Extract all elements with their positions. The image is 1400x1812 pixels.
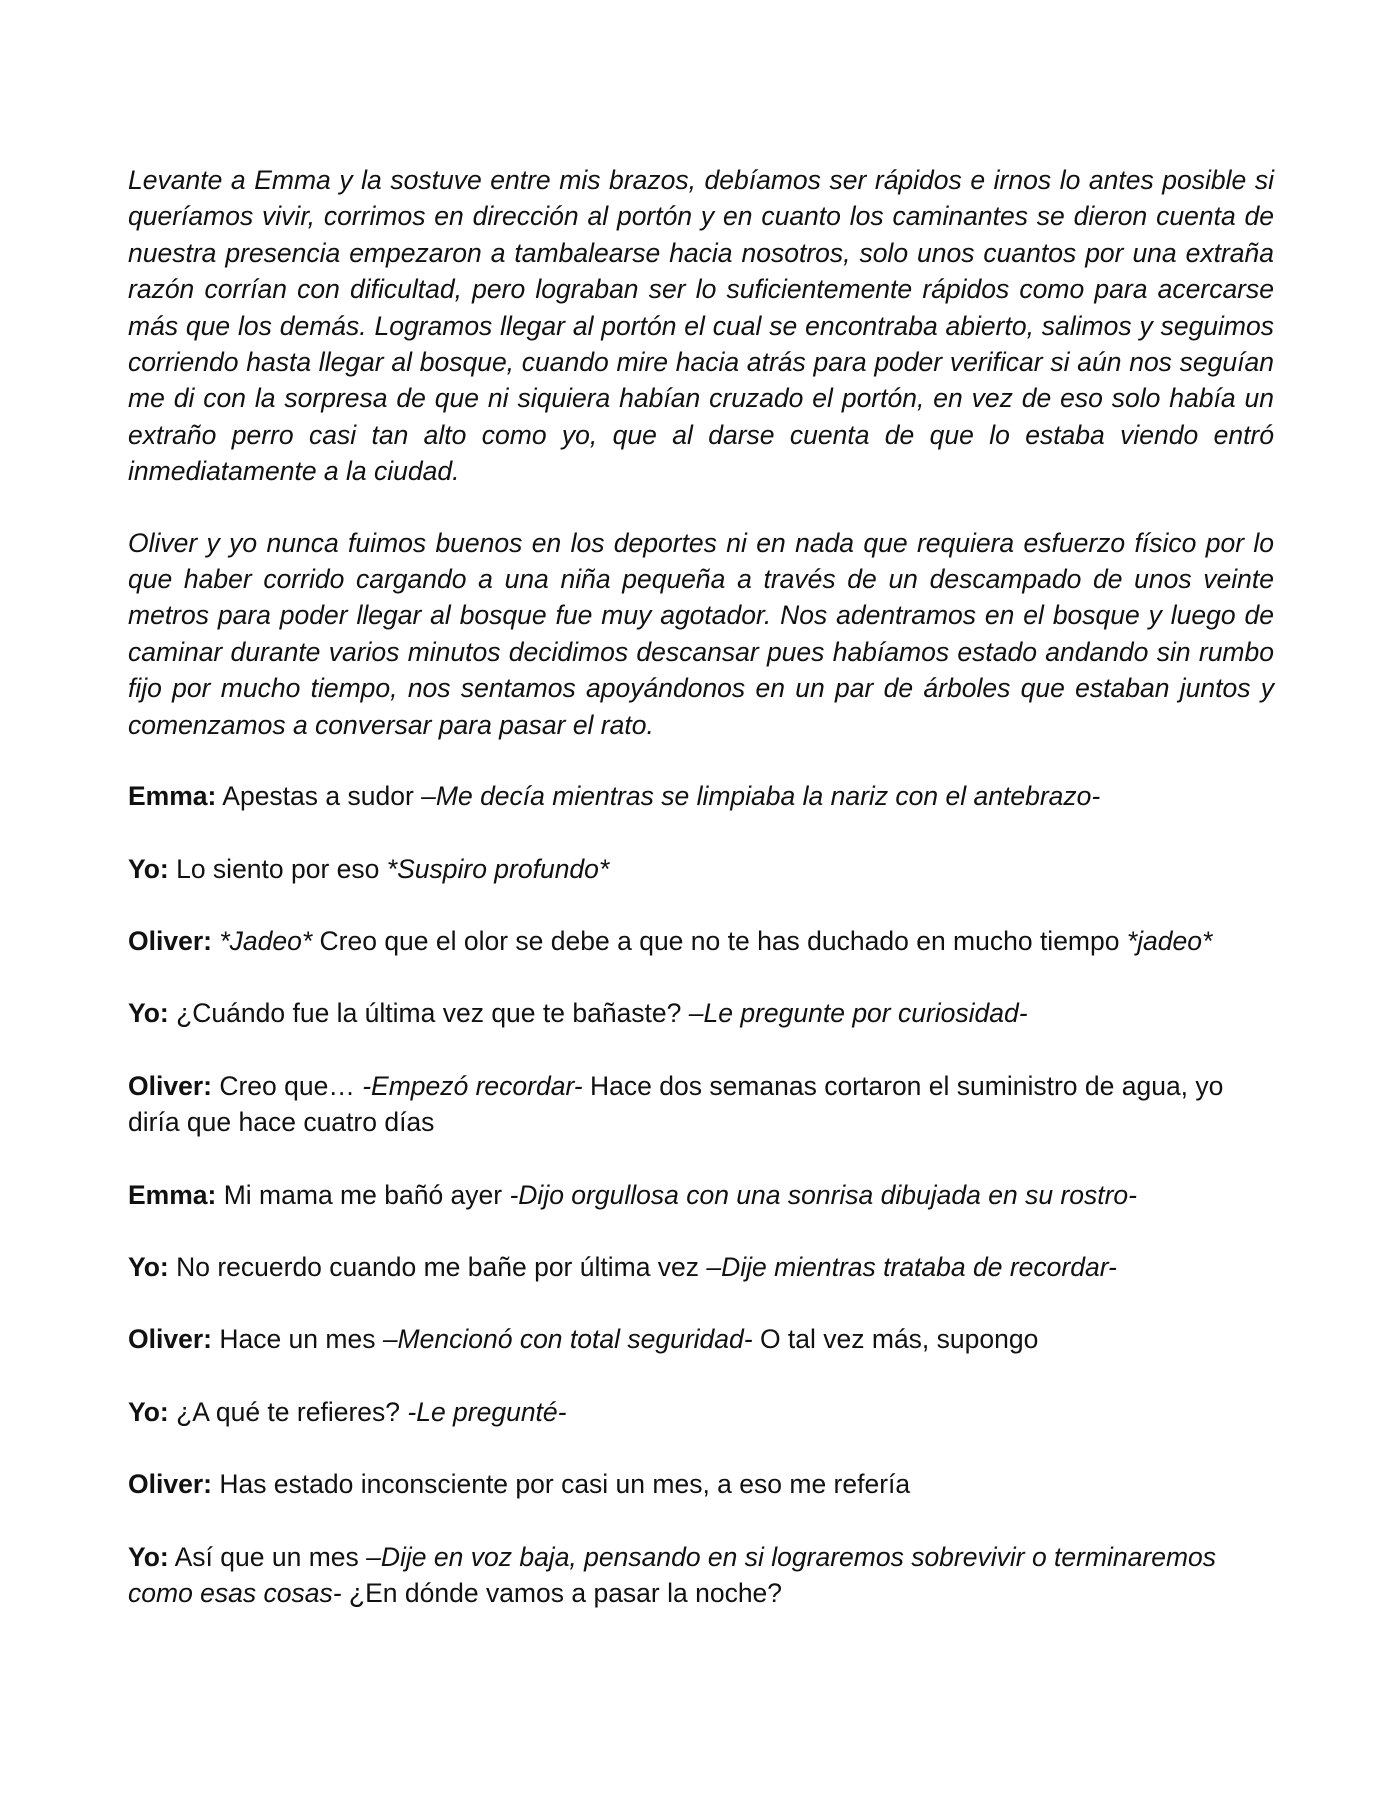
stage-direction: –Mencionó con total seguridad- (382, 1324, 753, 1355)
stage-direction: –Le pregunte por curiosidad- (688, 998, 1028, 1029)
speaker-label: Yo: (128, 998, 169, 1029)
dialogue-line (128, 1539, 1274, 1612)
dialogue-line (128, 1177, 1274, 1213)
dialogue-line (128, 1321, 1274, 1357)
narrative-paragraph: Oliver y yo nunca fuimos buenos en los deportes ni en nada que requiera esfuerzo físico por lo que haber corrido cargando a una niña pequeña a través de un descampado de unos veinte metros para poder llegar al bosque fue muy agotador. Nos adentramos en el bosque y luego de caminar durante varios minutos decidimos descansar pues habíamos estado andando sin rumbo fijo por mucho tiempo, nos sentamos apoyándonos en un par de árboles que estaban juntos y comenzamos a conversar para pasar el rato. (128, 527, 1274, 740)
speaker-label: Oliver: (128, 1324, 212, 1355)
speaker-label: Emma: (128, 1179, 217, 1210)
spoken-text: Has estado inconsciente por casi un mes, a eso me refería (211, 1469, 911, 1500)
stage-direction: -Empezó recordar- (362, 1070, 583, 1101)
spoken-text: ¿En dónde vamos a pasar la noche? (341, 1577, 783, 1608)
spoken-text: Apestas a sudor (216, 781, 422, 812)
dialogue-section (128, 778, 1274, 1611)
spoken-text: Lo siento por eso (168, 853, 387, 884)
dialogue-line (128, 851, 1274, 887)
spoken-text: Creo que… (211, 1070, 363, 1101)
spoken-text: O tal vez más, supongo (752, 1324, 1039, 1355)
spoken-text: ¿A qué te refieres? (168, 1396, 408, 1427)
stage-direction: -Dijo orgullosa con una sonrisa dibujada en su rostro- (509, 1179, 1137, 1210)
speaker-label: Oliver: (128, 1070, 212, 1101)
speaker-label: Emma: (128, 781, 217, 812)
spoken-text: Así que un mes (168, 1541, 367, 1572)
dialogue-line (128, 1394, 1274, 1430)
dialogue-line (128, 1466, 1274, 1502)
stage-direction: –Me decía mientras se limpiaba la nariz con el antebrazo- (421, 781, 1101, 812)
dialogue-line (128, 778, 1274, 814)
spoken-text: Creo que el olor se debe a que no te has duchado en mucho tiempo (312, 925, 1127, 956)
document-page (128, 162, 1274, 1611)
narrative-paragraph: Levante a Emma y la sostuve entre mis brazos, debíamos ser rápidos e irnos lo antes posible si queríamos vivir, corrimos en dirección al portón y en cuanto los caminantes se dieron cuenta de nuestra presencia empezaron a tambalearse hacia nosotros, solo unos cuantos por una extraña razón corrían con dificultad, pero lograban ser lo suficientemente rápidos como para acercarse más que los demás. Logramos llegar al portón el cual se encontraba abierto, salimos y seguimos corriendo hasta llegar al bosque, cuando mire hacia atrás para poder verificar si aún nos seguían me di con la sorpresa de que ni siquiera habían cruzado el portón, en vez de eso solo había un extraño perro casi tan alto como yo, que al darse cuenta de que lo estaba viendo entró inmediatamente a la ciudad. (128, 165, 1274, 487)
speaker-label: Yo: (128, 1541, 169, 1572)
stage-direction: –Dije mientras trataba de recordar- (706, 1251, 1117, 1282)
dialogue-line (128, 1068, 1274, 1141)
speaker-label: Yo: (128, 1396, 169, 1427)
stage-direction: –Dije en voz baja, pensando en si lograremos sobrevivir o terminaremos como esas cosas- (128, 1541, 1217, 1608)
stage-direction: *jadeo* (1126, 925, 1213, 956)
speaker-label: Yo: (128, 1251, 169, 1282)
speaker-label: Oliver: (128, 1469, 212, 1500)
spoken-text: No recuerdo cuando me bañe por última vez (168, 1251, 707, 1282)
spoken-text: Hace un mes (211, 1324, 383, 1355)
dialogue-line (128, 1249, 1274, 1285)
dialogue-line (128, 995, 1274, 1031)
stage-direction: -Le pregunté- (407, 1396, 567, 1427)
speaker-label: Oliver: (128, 925, 212, 956)
spoken-text: ¿Cuándo fue la última vez que te bañaste? (168, 998, 689, 1029)
stage-direction: *Suspiro profundo* (386, 853, 610, 884)
dialogue-line (128, 923, 1274, 959)
speaker-label: Yo: (128, 853, 169, 884)
spoken-text: Hace dos semanas cortaron el suministro de agua, yo diría que hace cuatro días (128, 1070, 1224, 1138)
spoken-text: Mi mama me bañó ayer (216, 1179, 510, 1210)
stage-direction: *Jadeo* (219, 925, 313, 956)
